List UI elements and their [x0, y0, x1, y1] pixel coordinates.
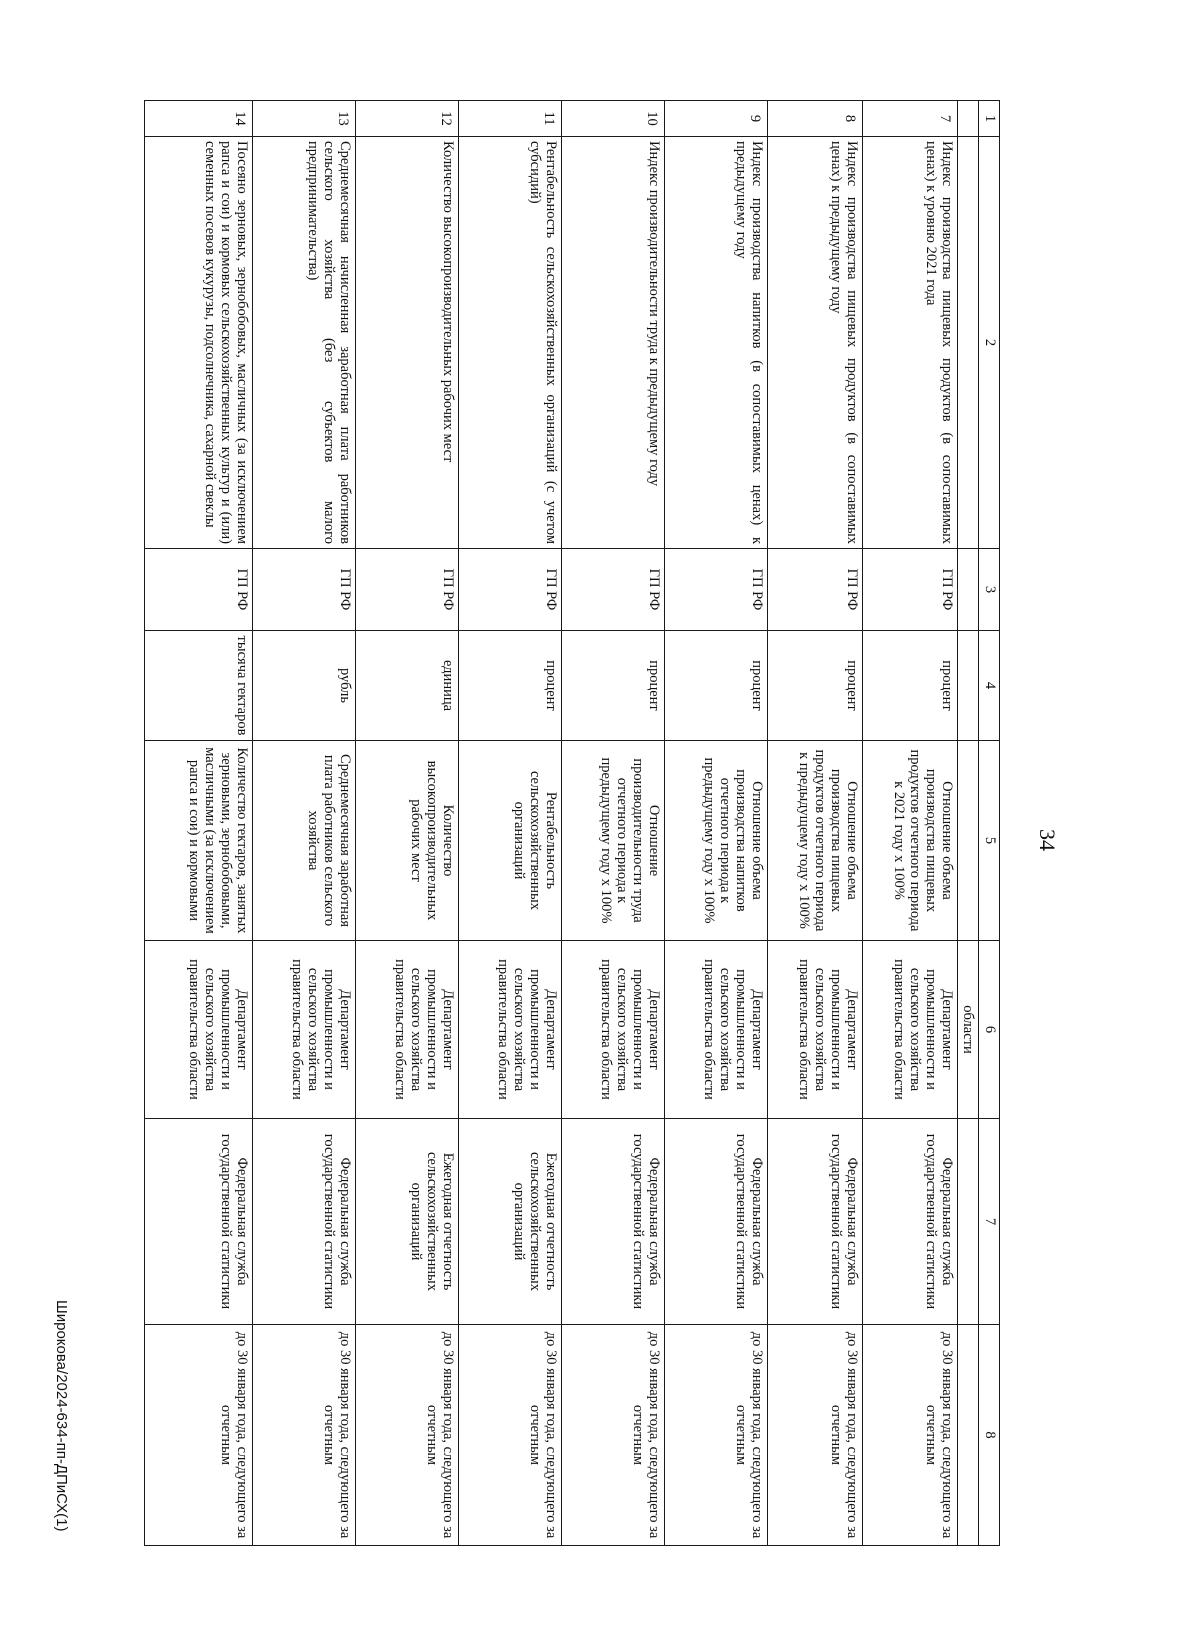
table-row — [665, 101, 768, 1546]
basis: ГП РФ — [356, 549, 459, 631]
header-row — [979, 101, 1000, 1546]
indicator-name: Посеяно зерновых, зернобобовых, масличных (за исключением рапса и сои) и кормовых сельскохозяйственных культур и (или) семенных посевов кукурузы, подсолнечника, сахарной свеклы — [145, 137, 253, 549]
unit: единица — [356, 631, 459, 741]
header-col-5: 5 — [979, 741, 1000, 941]
responsible: Департамент промышленности и сельского хозяйства правительства области — [665, 941, 768, 1119]
indicator-name: Индекс производительности труда к предыдущему году — [562, 137, 665, 549]
cont-cell-responsible: области — [958, 941, 979, 1119]
basis: ГП РФ — [459, 549, 562, 631]
unit: тысяча гектаров — [145, 631, 253, 741]
indicator-name: Индекс производства напитков (в сопоставимых ценах) к предыдущему году — [665, 137, 768, 549]
cont-cell — [958, 1325, 979, 1546]
deadline: до 30 января года, следующего за отчетным — [665, 1325, 768, 1546]
header-col-8: 8 — [979, 1325, 1000, 1546]
indicator-name: Среднемесячная начисленная заработная плата работников сельского хозяйства (без субъектов малого предпринимательства) — [253, 137, 356, 549]
calculation-method: Отношение производительности труда отчетного периода к предыдущему году х 100% — [562, 741, 665, 941]
basis: ГП РФ — [768, 549, 863, 631]
indicator-name: Индекс производства пищевых продуктов (в сопоставимых ценах) к предыдущему году — [768, 137, 863, 549]
unit: процент — [863, 631, 958, 741]
table-row — [145, 101, 253, 1546]
deadline: до 30 января года, следующего за отчетным — [768, 1325, 863, 1546]
continuation-row — [958, 101, 979, 1546]
responsible: Департамент промышленности и сельского хозяйства правительства области — [768, 941, 863, 1119]
cont-cell — [958, 137, 979, 549]
row-number: 9 — [665, 101, 768, 137]
row-number: 10 — [562, 101, 665, 137]
cont-cell — [958, 549, 979, 631]
responsible: Департамент промышленности и сельского хозяйства правительства области — [253, 941, 356, 1119]
row-number: 14 — [145, 101, 253, 137]
unit: процент — [768, 631, 863, 741]
data-source: Федеральная служба государственной статистики — [145, 1119, 253, 1325]
table-row — [863, 101, 958, 1546]
deadline: до 30 января года, следующего за отчетным — [459, 1325, 562, 1546]
basis: ГП РФ — [863, 549, 958, 631]
calculation-method: Количество высокопроизводительных рабочих мест — [356, 741, 459, 941]
unit: процент — [562, 631, 665, 741]
indicator-name: Рентабельность сельскохозяйственных организаций (с учетом субсидий) — [459, 137, 562, 549]
indicator-table — [144, 100, 1000, 1546]
header-col-2: 2 — [979, 137, 1000, 549]
basis: ГП РФ — [145, 549, 253, 631]
unit: процент — [665, 631, 768, 741]
unit: процент — [459, 631, 562, 741]
cont-cell — [958, 101, 979, 137]
table-row — [253, 101, 356, 1546]
responsible: Департамент промышленности и сельского хозяйства правительства области — [145, 941, 253, 1119]
table-row — [356, 101, 459, 1546]
table-row — [768, 101, 863, 1546]
page-number: 34 — [1035, 829, 1060, 851]
calculation-method: Среднемесячная заработная плата работников сельского хозяйства — [253, 741, 356, 941]
calculation-method: Рентабельность сельскохозяйственных организаций — [459, 741, 562, 941]
header-col-7: 7 — [979, 1119, 1000, 1325]
indicator-table-wrapper — [135, 100, 1000, 1545]
cont-cell — [958, 741, 979, 941]
footer-document-code: Широкова/2024-634-пп-ДПиСХ(1) — [53, 1300, 70, 1532]
data-source: Ежегодная отчетность сельскохозяйственных организаций — [356, 1119, 459, 1325]
responsible: Департамент промышленности и сельского хозяйства правительства области — [356, 941, 459, 1119]
header-col-4: 4 — [979, 631, 1000, 741]
deadline: до 30 января года, следующего за отчетным — [145, 1325, 253, 1546]
header-col-3: 3 — [979, 549, 1000, 631]
responsible: Департамент промышленности и сельского хозяйства правительства области — [863, 941, 958, 1119]
calculation-method: Отношение объема производства пищевых продуктов отчетного периода к предыдущему году х 100% — [768, 741, 863, 941]
indicator-name: Количество высокопроизводительных рабочих мест — [356, 137, 459, 549]
responsible: Департамент промышленности и сельского хозяйства правительства области — [459, 941, 562, 1119]
unit: рубль — [253, 631, 356, 741]
deadline: до 30 января года, следующего за отчетным — [253, 1325, 356, 1546]
table-row — [562, 101, 665, 1546]
row-number: 7 — [863, 101, 958, 137]
data-source: Федеральная служба государственной статистики — [863, 1119, 958, 1325]
calculation-method: Отношение объема производства пищевых продуктов отчетного периода к 2021 году х 100% — [863, 741, 958, 941]
row-number: 12 — [356, 101, 459, 137]
data-source: Федеральная служба государственной статистики — [253, 1119, 356, 1325]
deadline: до 30 января года, следующего за отчетным — [863, 1325, 958, 1546]
header-col-6: 6 — [979, 941, 1000, 1119]
cont-cell — [958, 631, 979, 741]
deadline: до 30 января года, следующего за отчетным — [562, 1325, 665, 1546]
calculation-method: Отношение объема производства напитков отчетного периода к предыдущему году х 100% — [665, 741, 768, 941]
calculation-method: Количество гектаров, занятых зерновыми, зернобобовыми, масличными (за исключением рапса и сои) и кормовыми — [145, 741, 253, 941]
row-number: 8 — [768, 101, 863, 137]
basis: ГП РФ — [665, 549, 768, 631]
cont-cell — [958, 1119, 979, 1325]
data-source: Федеральная служба государственной статистики — [562, 1119, 665, 1325]
basis: ГП РФ — [253, 549, 356, 631]
deadline: до 30 января года, следующего за отчетным — [356, 1325, 459, 1546]
responsible: Департамент промышленности и сельского хозяйства правительства области — [562, 941, 665, 1119]
data-source: Федеральная служба государственной статистики — [665, 1119, 768, 1325]
row-number: 13 — [253, 101, 356, 137]
basis: ГП РФ — [562, 549, 665, 631]
table-row — [459, 101, 562, 1546]
indicator-name: Индекс производства пищевых продуктов (в сопоставимых ценах) к уровню 2021 года — [863, 137, 958, 549]
header-col-1: 1 — [979, 101, 1000, 137]
row-number: 11 — [459, 101, 562, 137]
data-source: Ежегодная отчетность сельскохозяйственных организаций — [459, 1119, 562, 1325]
data-source: Федеральная служба государственной статистики — [768, 1119, 863, 1325]
